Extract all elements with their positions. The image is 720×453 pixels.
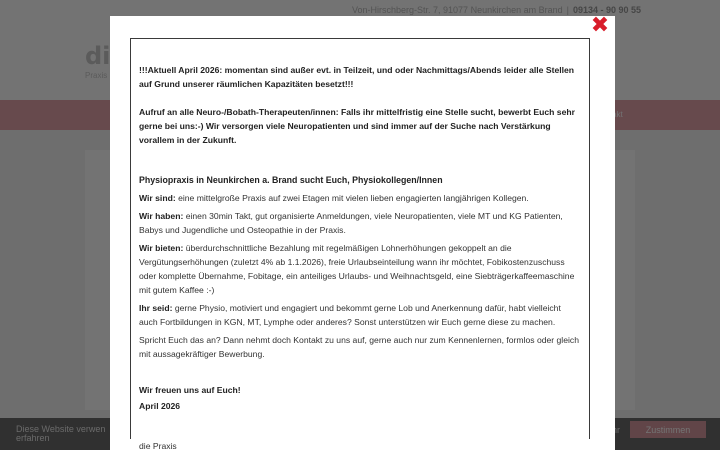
section-label: Wir sind:: [139, 193, 176, 203]
section-text: eine mittelgroße Praxis auf zwei Etagen mit vielen lieben engagierten langjährigen Kollegen.: [178, 193, 529, 203]
section-wir-sind: [139, 191, 579, 205]
modal-content-frame: [130, 38, 590, 451]
section-text: einen 30min Takt, gut organisierte Anmeldungen, viele Neuropatienten, viele MT und KG Patienten, Babys und Jugendliche und Osteopathie in der Praxis.: [139, 211, 563, 235]
section-label: Ihr seid:: [139, 303, 173, 313]
close-icon[interactable]: ✖: [590, 13, 610, 38]
section-text: gerne Physio, motiviert und engagiert und bekommt gerne Lob und Anerkennung dafür, habt vielleicht auch Fortbildungen in KGN, MT, Lymphe oder anderes? Sonst unterstützen wir Euch gerne diese zu machen.: [139, 303, 561, 327]
contact-invitation: Spricht Euch das an? Dann nehmt doch Kontakt zu uns auf, gerne auch nur zum Kennenlernen, formlos oder gleich mit aussagekräftiger Bewerbung.: [139, 335, 579, 359]
section-ihr-seid: [139, 301, 579, 329]
closing-line: Wir freuen uns auf Euch!: [139, 385, 241, 395]
section-wir-bieten: [139, 241, 579, 297]
neuro-therapist-appeal: Aufruf an alle Neuro-/Bobath-Therapeuten/innen: Falls ihr mittelfristig eine Stelle sucht, bewerbt Euch sehr gerne bei uns:-) Wir versorgen viele Neuropatienten und sind immer auf der Suche nach Verstärkung vorallem in der Zukunft.: [139, 107, 575, 145]
section-wir-haben: [139, 209, 579, 237]
section-text: überdurchschnittliche Bezahlung mit regelmäßigen Lohnerhöhungen gekoppelt an die Vergütungserhöhungen (zuletzt 4% ab 1.1.2026), freie Urlaubseinteilung wann ihr möchtet, Fobikostenzuschuss oder komplette Übernahme, Fobitage, ein anteiliges Urlaubs- und Weihnachtsgeld, eine Siebträgerkaffeemaschine mit gutem Kaffee :-): [139, 243, 575, 295]
section-label: Wir bieten:: [139, 243, 184, 253]
availability-notice: !!!Aktuell April 2026: momentan sind außer evt. in Teilzeit, und oder Nachmittags/Abends leider alle Stellen auf Grund unserer räumlichen Kapazitäten besetzt!!!: [139, 65, 575, 89]
signature: die Praxis: [139, 441, 177, 451]
notice-date: April 2026: [139, 401, 181, 411]
job-heading: Physiopraxis in Neunkirchen a. Brand sucht Euch, Physiokollegen/Innen: [139, 175, 443, 185]
modal-content: [139, 63, 579, 453]
section-label: Wir haben:: [139, 211, 184, 221]
